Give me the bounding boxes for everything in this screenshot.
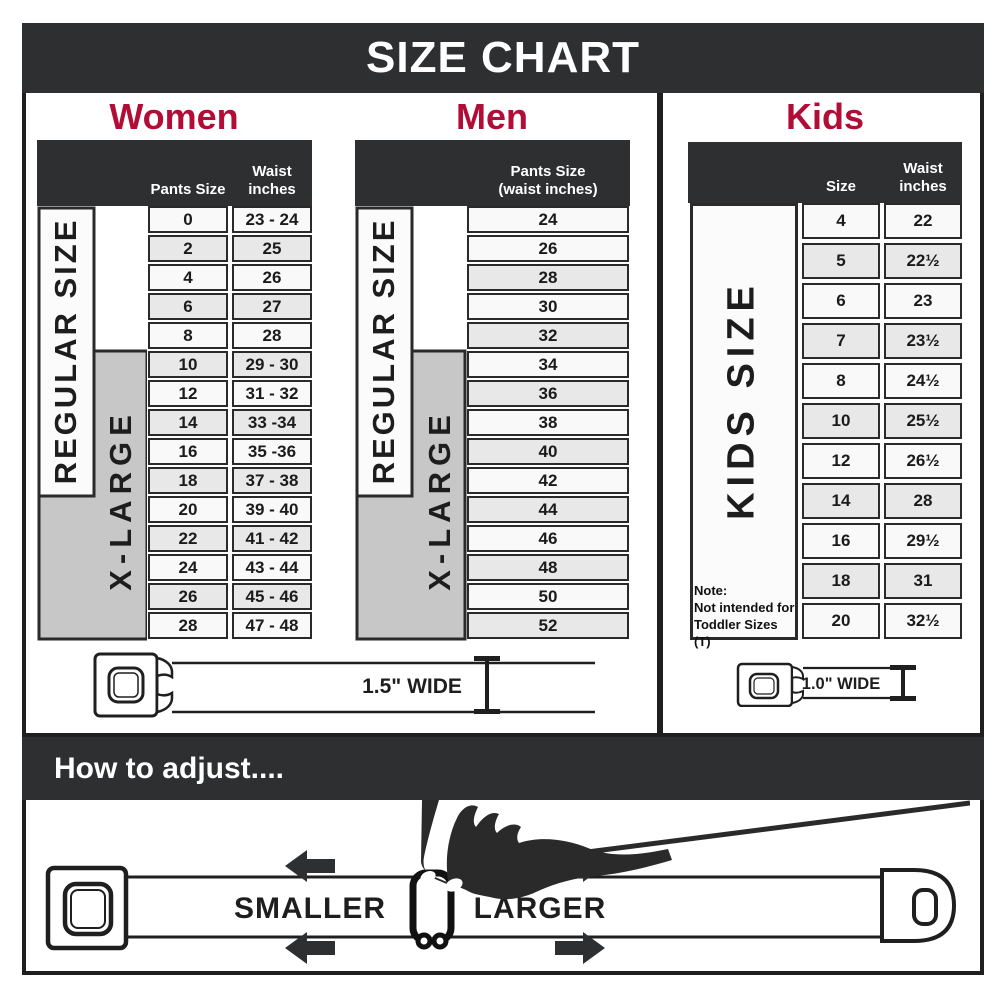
table-row bbox=[802, 523, 962, 563]
table-cell: 34 bbox=[467, 351, 629, 378]
table-row bbox=[467, 322, 629, 351]
seatbelt-buckle-icon bbox=[48, 868, 126, 948]
table-row bbox=[148, 496, 312, 525]
table-row bbox=[467, 206, 629, 235]
table-cell: 46 bbox=[467, 525, 629, 552]
kids-waist-header-line2: inches bbox=[899, 178, 947, 195]
table-row bbox=[148, 206, 312, 235]
table-cell: 33 -34 bbox=[232, 409, 312, 436]
table-cell: 24½ bbox=[884, 363, 962, 399]
kids-size-header: Size bbox=[825, 178, 856, 195]
table-cell: 37 - 38 bbox=[232, 467, 312, 494]
table-cell: 47 - 48 bbox=[232, 612, 312, 639]
table-cell: 45 - 46 bbox=[232, 583, 312, 610]
table-cell: 5 bbox=[802, 243, 880, 279]
men-header-line2: (waist inches) bbox=[498, 181, 598, 198]
title-bar bbox=[22, 23, 984, 93]
table-cell: 12 bbox=[802, 443, 880, 479]
kids-belt-illustration bbox=[725, 652, 935, 707]
men-regular-size-label: REGULAR SIZE bbox=[366, 217, 401, 485]
kids-note-line1: Note: bbox=[694, 583, 728, 598]
table-cell: 29½ bbox=[884, 523, 962, 559]
table-cell: 24 bbox=[467, 206, 629, 233]
table-cell: 7 bbox=[802, 323, 880, 359]
table-cell: 6 bbox=[148, 293, 228, 320]
table-cell: 36 bbox=[467, 380, 629, 407]
table-row bbox=[148, 293, 312, 322]
table-cell: 26 bbox=[467, 235, 629, 262]
section-divider bbox=[657, 93, 663, 737]
men-table-rows bbox=[467, 206, 629, 641]
kids-belt-width-label: 1.0" WIDE bbox=[801, 675, 881, 693]
table-row bbox=[148, 351, 312, 380]
women-waist-header-line1: Waist bbox=[252, 163, 292, 180]
table-cell: 28 bbox=[467, 264, 629, 291]
table-cell: 43 - 44 bbox=[232, 554, 312, 581]
table-row bbox=[802, 483, 962, 523]
table-cell: 35 -36 bbox=[232, 438, 312, 465]
larger-label: LARGER bbox=[473, 892, 607, 925]
table-cell: 32½ bbox=[884, 603, 962, 639]
table-row bbox=[802, 443, 962, 483]
table-row bbox=[148, 264, 312, 293]
table-row bbox=[148, 583, 312, 612]
page-title: SIZE CHART bbox=[366, 33, 640, 82]
women-waist-header bbox=[232, 163, 312, 199]
kids-table-rows bbox=[802, 203, 962, 643]
table-row bbox=[467, 235, 629, 264]
table-cell: 0 bbox=[148, 206, 228, 233]
table-cell: 28 bbox=[884, 483, 962, 519]
table-cell: 29 - 30 bbox=[232, 351, 312, 378]
kids-size-label: KIDS SIZE bbox=[720, 280, 763, 520]
women-regular-size-label: REGULAR SIZE bbox=[48, 217, 83, 485]
table-row bbox=[148, 467, 312, 496]
table-cell: 6 bbox=[802, 283, 880, 319]
table-row bbox=[802, 203, 962, 243]
table-cell: 12 bbox=[148, 380, 228, 407]
table-row bbox=[802, 243, 962, 283]
table-cell: 39 - 40 bbox=[232, 496, 312, 523]
table-row bbox=[802, 563, 962, 603]
table-row bbox=[467, 264, 629, 293]
table-cell: 41 - 42 bbox=[232, 525, 312, 552]
hand-icon bbox=[418, 800, 672, 899]
table-cell: 27 bbox=[232, 293, 312, 320]
table-cell: 20 bbox=[148, 496, 228, 523]
table-cell: 25½ bbox=[884, 403, 962, 439]
how-to-adjust-heading: How to adjust.... bbox=[54, 751, 284, 785]
kids-section-title: Kids bbox=[785, 96, 864, 137]
table-row bbox=[148, 554, 312, 583]
women-pants-size-header: Pants Size bbox=[150, 181, 226, 198]
table-cell: 30 bbox=[467, 293, 629, 320]
adjust-belt-illustration bbox=[30, 800, 970, 971]
how-to-adjust-bar bbox=[22, 737, 984, 800]
table-cell: 4 bbox=[802, 203, 880, 239]
women-section-title: Women bbox=[109, 96, 239, 137]
table-row bbox=[467, 467, 629, 496]
table-cell: 10 bbox=[802, 403, 880, 439]
table-row bbox=[467, 293, 629, 322]
table-cell: 2 bbox=[148, 235, 228, 262]
table-cell: 31 bbox=[884, 563, 962, 599]
women-table-rows bbox=[148, 206, 312, 641]
table-cell: 22 bbox=[884, 203, 962, 239]
table-row bbox=[148, 612, 312, 641]
table-cell: 40 bbox=[467, 438, 629, 465]
kids-waist-header bbox=[884, 160, 962, 196]
seatbelt-buckle-icon bbox=[95, 654, 172, 716]
men-header-line1: Pants Size bbox=[510, 163, 586, 180]
adult-belt-illustration bbox=[85, 648, 605, 723]
table-row bbox=[467, 612, 629, 641]
table-cell: 8 bbox=[802, 363, 880, 399]
table-cell: 38 bbox=[467, 409, 629, 436]
table-row bbox=[467, 583, 629, 612]
men-xlarge-label: X-LARGE bbox=[422, 409, 457, 591]
table-cell: 18 bbox=[148, 467, 228, 494]
pulled-strap-line bbox=[548, 803, 970, 857]
belt-tip bbox=[882, 870, 954, 941]
table-row bbox=[467, 351, 629, 380]
kids-note-line3: Toddler Sizes (T) bbox=[694, 617, 778, 649]
table-cell: 44 bbox=[467, 496, 629, 523]
table-row bbox=[467, 380, 629, 409]
table-row bbox=[802, 283, 962, 323]
kids-note-line2: Not intended for bbox=[694, 600, 795, 615]
table-cell: 10 bbox=[148, 351, 228, 378]
women-waist-header-line2: inches bbox=[248, 181, 296, 198]
table-cell: 14 bbox=[802, 483, 880, 519]
table-cell: 50 bbox=[467, 583, 629, 610]
men-pants-size-header bbox=[467, 163, 629, 199]
table-cell: 14 bbox=[148, 409, 228, 436]
adult-belt-width-label: 1.5" WIDE bbox=[362, 675, 462, 698]
kids-note bbox=[694, 582, 796, 650]
table-row bbox=[802, 323, 962, 363]
table-row bbox=[467, 554, 629, 583]
table-cell: 26½ bbox=[884, 443, 962, 479]
table-row bbox=[148, 525, 312, 554]
table-cell: 22½ bbox=[884, 243, 962, 279]
table-cell: 28 bbox=[232, 322, 312, 349]
men-section-title: Men bbox=[456, 96, 528, 137]
table-cell: 22 bbox=[148, 525, 228, 552]
table-row bbox=[467, 525, 629, 554]
table-row bbox=[467, 496, 629, 525]
table-cell: 25 bbox=[232, 235, 312, 262]
table-row bbox=[148, 409, 312, 438]
table-cell: 23 bbox=[884, 283, 962, 319]
table-cell: 20 bbox=[802, 603, 880, 639]
women-xlarge-label: X-LARGE bbox=[103, 409, 138, 591]
table-row bbox=[802, 403, 962, 443]
table-cell: 18 bbox=[802, 563, 880, 599]
table-cell: 23 - 24 bbox=[232, 206, 312, 233]
table-cell: 16 bbox=[802, 523, 880, 559]
seatbelt-buckle-icon bbox=[738, 664, 803, 706]
table-cell: 42 bbox=[467, 467, 629, 494]
table-cell: 28 bbox=[148, 612, 228, 639]
table-row bbox=[148, 438, 312, 467]
table-row bbox=[148, 322, 312, 351]
table-row bbox=[148, 235, 312, 264]
table-row bbox=[802, 603, 962, 643]
table-cell: 26 bbox=[232, 264, 312, 291]
table-cell: 23½ bbox=[884, 323, 962, 359]
belt-slider-icon bbox=[413, 873, 451, 947]
table-cell: 8 bbox=[148, 322, 228, 349]
table-cell: 31 - 32 bbox=[232, 380, 312, 407]
width-ibeam-icon bbox=[474, 656, 500, 714]
table-row bbox=[148, 380, 312, 409]
table-row bbox=[467, 438, 629, 467]
table-row bbox=[467, 409, 629, 438]
table-cell: 32 bbox=[467, 322, 629, 349]
table-cell: 52 bbox=[467, 612, 629, 639]
width-ibeam-icon bbox=[890, 665, 916, 701]
kids-waist-header-line1: Waist bbox=[903, 160, 943, 177]
table-row bbox=[802, 363, 962, 403]
table-cell: 16 bbox=[148, 438, 228, 465]
table-cell: 4 bbox=[148, 264, 228, 291]
table-cell: 24 bbox=[148, 554, 228, 581]
smaller-label: SMALLER bbox=[234, 892, 386, 925]
table-cell: 26 bbox=[148, 583, 228, 610]
table-cell: 48 bbox=[467, 554, 629, 581]
